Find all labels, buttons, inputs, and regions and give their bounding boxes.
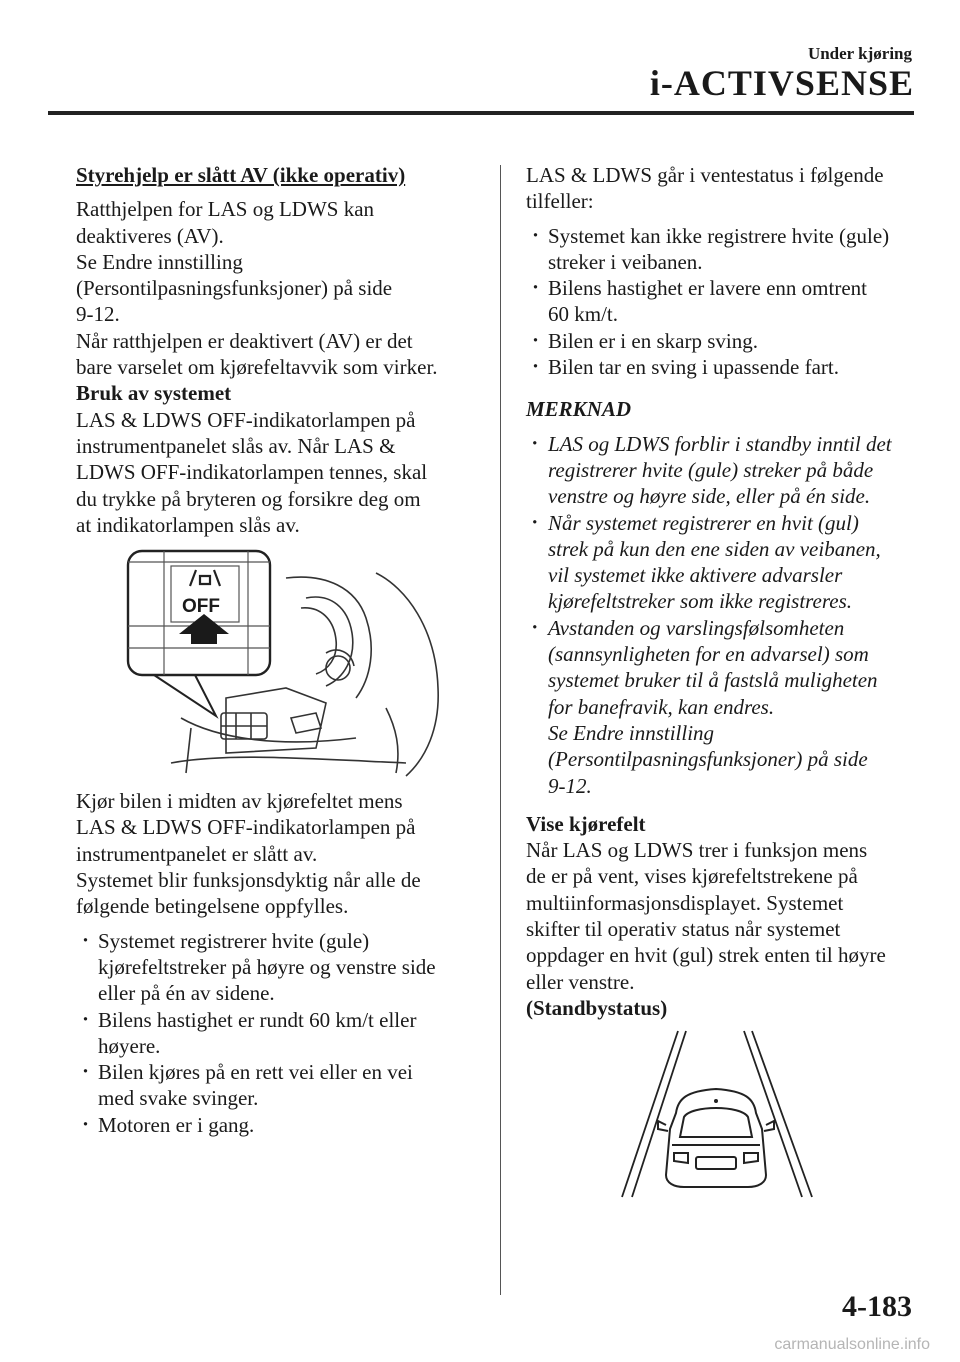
off-indicator-label: OFF [182,596,220,618]
left-column [76,162,476,1138]
header-section-label: Under kjøring [807,44,912,63]
page-number: 4-183 [842,1290,912,1323]
note-item: · LAS og LDWS forblir i standby inntil det registrerer hvite (gule) streker på både venstre og høyre side, eller på én side. [526,431,926,510]
paragraph-steering-assist: Ratthjelpen for LAS og LDWS kan deaktiveres (AV). Se Endre innstilling (Persontilpasningsfunksjoner) på side 9-12. Når ratthjelpen er deaktivert (AV) er det bare varselet om kjørefeltavvik som virker. [76,197,438,380]
header-divider [48,111,914,115]
note-item: · Avstanden og varslingsfølsomheten (sannsynligheten for en advarsel) som systemet bruker til å fastslå muligheten for banefravik, kan endres. Se Endre innstilling (Persontilpasningsfunksjoner) på side 9-12. [526,615,926,799]
standby-status-label: (Standbystatus) [526,995,668,1020]
section-heading-steering-off: Styrehjelp er slått AV (ikke operativ) [76,163,406,187]
note-item: · Når systemet registrerer en hvit (gul) strek på kun den ene siden av veibanen, vil systemet ikke aktivere advarsler kjørefeltstreker som ikke registreres. [526,510,926,615]
note-title: MERKNAD [526,397,632,422]
dashboard-off-switch-illustration [76,548,476,780]
list-item: · Systemet kan ikke registrere hvite (gule) streker i veibanen. [526,223,926,276]
list-item: · Systemet registrerer hvite (gule) kjørefeltstreker på høyre og venstre side eller på én av sidene. [76,928,476,1007]
list-item: · Bilen er i en skarp sving. [526,328,926,354]
paragraph-standby-intro: LAS & LDWS går i ventestatus i følgende tilfeller: [526,163,884,214]
paragraph-display-lanes: Når LAS og LDWS trer i funksjon mens de er på vent, vises kjørefeltstrekene på multiinformasjonsdisplayet. Systemet skifter til operativ status når systemet oppdager en hvit (gul) strek enten til høyre eller venstre. [526,838,886,994]
list-item: · Bilen kjøres på en rett vei eller en vei med svake svinger. [76,1059,476,1112]
watermark: carmanualsonline.info [774,1336,930,1353]
paragraph-using-system: LAS & LDWS OFF-indikatorlampen på instrumentpanelet slås av. Når LAS & LDWS OFF-indikatorlampen tennes, skal du trykke på bryteren og forsikre deg om at indikatorlampen slås av. [76,407,428,537]
column-divider [500,165,501,1295]
list-item: · Bilens hastighet er lavere enn omtrent 60 km/t. [526,275,926,328]
subheading-display-lanes: Vise kjørefelt [526,811,646,836]
header-title: i-ACTIVSENSE [649,63,914,103]
note-list [526,431,926,799]
standby-lane-display-illustration [526,1025,926,1207]
subheading-using-system: Bruk av systemet [76,381,232,406]
standby-cases-list [526,223,926,381]
paragraph-drive-center: Kjør bilen i midten av kjørefeltet mens LAS & LDWS OFF-indikatorlampen på instrumentpanelet er slått av. Systemet blir funksjonsdyktig når alle de følgende betingelsene oppfylles. [76,789,421,919]
list-item: · Bilens hastighet er rundt 60 km/t eller høyere. [76,1007,476,1060]
list-item: · Motoren er i gang. [76,1112,476,1138]
conditions-list [76,928,476,1138]
right-column [526,162,926,1207]
list-item: · Bilen tar en sving i upassende fart. [526,354,926,380]
